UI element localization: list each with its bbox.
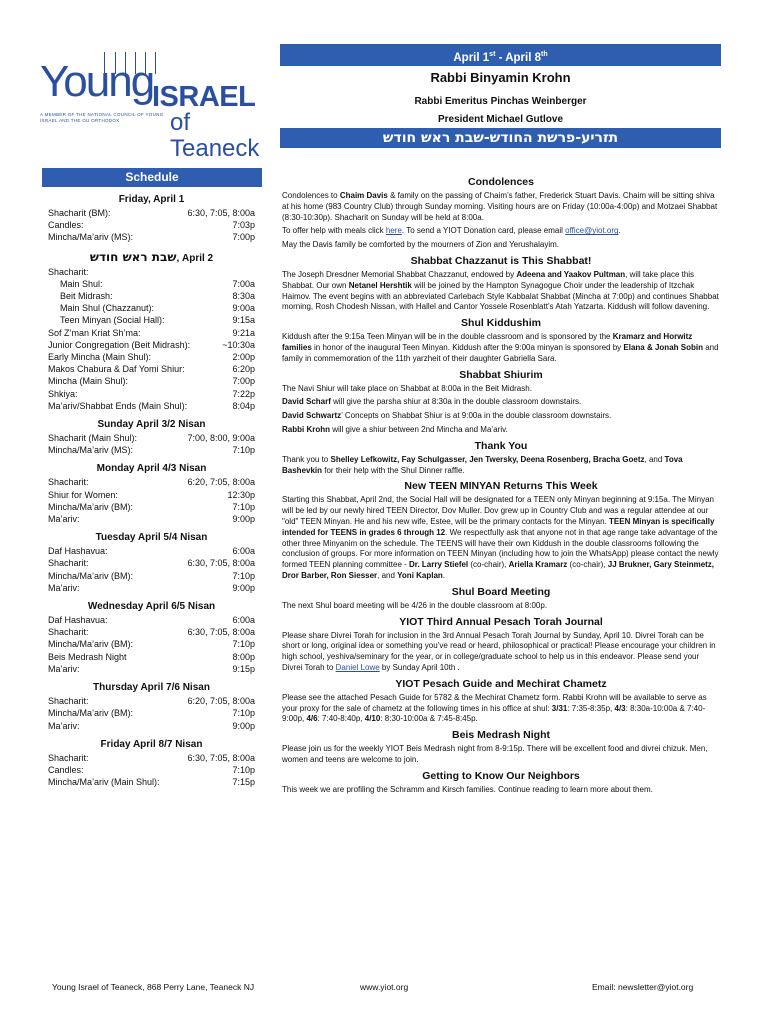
schedule-row [48, 663, 255, 675]
schedule-row [48, 557, 255, 569]
schedule-row [48, 388, 255, 400]
board-text: The next Shul board meeting will be 4/26 in the double classroom at 8:00p. [282, 600, 548, 610]
logo-teaneck: of Teaneck [170, 109, 260, 162]
schedule-row-label: Mincha (Main Shul): [48, 376, 129, 387]
schedule-list [48, 432, 255, 456]
schedule-row [48, 776, 255, 788]
schedule-row-time: 6:30, 7:05, 8:00a [187, 752, 255, 763]
schedule-row-time: 9:00p [232, 514, 255, 525]
board-heading: Shul Board Meeting [451, 585, 551, 598]
schedule-row-label: Candles: [48, 220, 84, 231]
schedule-row [48, 302, 255, 314]
schedule-row-time: 6:00a [232, 546, 255, 557]
schedule-row-time: 12:30p [227, 489, 255, 500]
medrash-text: Please join us for the weekly YIOT Beis Medrash night from 8-9:15p. There will be excellent food and divrei chizuk. Men, women and teens are welcome to join. [282, 744, 708, 764]
thankyou-text: Thank you to Shelley Lefkowitz, Fay Schulgasser, Jen Twersky, Deena Rosenberg, Bracha Goetz, and Tova Bashevkin for their help with the Shul Dinner raffle. [282, 454, 683, 475]
schedule-row-time: 7:03p [232, 220, 255, 231]
chametz-text: Please see the attached Pesach Guide for 5782 & the Mechirat Chametz form. Rabbi Krohn will be available to serve as your proxy for the sale of chametz at the following times in his office at shul: 3/31: 7:35-8:35p, 4/3: 8:30a-10:00a & 7:40-9:00p, 4/6: 7:40-8:40p, 4/10: 8:30-10:00a & 7:45-8:45p. [282, 692, 707, 724]
schedule-row-time: 8:04p [232, 400, 255, 411]
schedule-row-label: Mincha/Ma’ariv (BM): [48, 570, 134, 581]
schedule-row-label: Shacharit: [48, 752, 89, 763]
schedule-row-time: ~10:30a [222, 339, 255, 350]
schedule-row [48, 314, 255, 326]
schedule-row-time: 9:00p [232, 720, 255, 731]
schedule-row-time: 6:20p [232, 364, 255, 375]
medrash-heading: Beis Medrash Night [451, 729, 551, 742]
schedule-row-label: Shiur for Women: [48, 489, 118, 500]
schedule-row-label: Junior Congregation (Beit Midrash): [48, 339, 191, 350]
journal-heading: YIOT Third Annual Pesach Torah Journal [399, 615, 603, 628]
schedule-row-label: Shkiya: [48, 388, 78, 399]
schedule-row-label: Teen Minyan (Social Hall): [60, 315, 165, 326]
schedule-row-label: Mincha/Ma’ariv (MS): [48, 232, 134, 243]
schedule-row [48, 707, 255, 719]
schedule-row [48, 626, 255, 638]
schedule-row [48, 513, 255, 525]
schedule-row-time: 7:10p [232, 708, 255, 719]
schedule-row-time: 8:30a [232, 291, 255, 302]
schedule-row [48, 614, 255, 626]
logo-young: Young [40, 57, 154, 106]
schedule-row-time: 7:10p [232, 570, 255, 581]
schedule-list [48, 614, 255, 675]
schedule-row [48, 432, 255, 444]
schedule-row-time: 7:00p [232, 232, 255, 243]
footer-email[interactable]: Email: newsletter@yiot.org [592, 982, 694, 992]
schedule-row-time: 7:00p [232, 376, 255, 387]
schedule-row [48, 545, 255, 557]
footer-website[interactable]: www.yiot.org [360, 982, 409, 992]
schedule-row-label: Sof Z’man Kriat Sh’ma: [48, 327, 141, 338]
schedule-heading: Schedule [42, 168, 262, 187]
day-heading: Monday April 4/3 Nisan [96, 463, 207, 475]
schedule-row [48, 219, 255, 231]
main-column [282, 172, 720, 798]
schedule-row-time: 7:00, 8:00, 9:00a [187, 433, 255, 444]
schedule-row [48, 375, 255, 387]
schedule-list [48, 752, 255, 789]
day-heading: Friday, April 1 [118, 194, 185, 205]
schedule-row-time: 7:22p [232, 388, 255, 399]
schedule-row-label: Shacharit: [48, 558, 89, 569]
schedule-row-time: 6:30, 7:05, 8:00a [187, 627, 255, 638]
footer-address: Young Israel of Teaneck, 868 Perry Lane, Teaneck NJ [52, 982, 255, 992]
schedule-row [48, 290, 255, 302]
schedule-row-time: 9:00p [232, 582, 255, 593]
schedule-row-time: 9:15a [232, 315, 255, 326]
schedule-row [48, 266, 255, 278]
schedule-row-label: Ma’ariv/Shabbat Ends (Main Shul): [48, 400, 188, 411]
schedule-row [48, 570, 255, 582]
office-email-link[interactable]: office@yiot.org [565, 226, 619, 236]
schedule-row-time: 7:10p [232, 639, 255, 650]
kiddushim-text: Kiddush after the 9:15a Teen Minyan will be in the double classroom and is sponsored by the Kramarz and Horwitz families in honor of the inaugural Teen Minyan. Kiddush after the 9:00a minyan is sponsored by Elana & Jonah Sobin and family in commemoration of the 11th yarzheit of their daughter Gabriella Sara. [282, 332, 719, 363]
meals-link[interactable]: here [385, 226, 402, 236]
rabbi-emeritus: Rabbi Emeritus Pinchas Weinberger [414, 96, 587, 107]
schedule-row-label: Ma’ariv: [48, 663, 80, 674]
day-heading: Sunday April 3/2 Nisan [97, 419, 206, 431]
schedule-row-label: Shacharit: [48, 696, 89, 707]
schedule-row [48, 363, 255, 375]
schedule-list [48, 266, 255, 412]
schedule-row [48, 764, 255, 776]
schedule-row [48, 651, 255, 663]
schedule-row-time: 7:10p [232, 764, 255, 775]
schedule-row [48, 207, 255, 219]
shiurim-text-1: The Navi Shiur will take place on Shabbat at 8:00a in the Beit Midrash. [282, 383, 532, 393]
schedule-row-time: 7:15p [232, 777, 255, 788]
schedule-row-label: Beis Medrash Night [48, 651, 127, 662]
day-heading: Tuesday April 5/4 Nisan [95, 532, 208, 544]
schedule-row-label: Mincha/Ma’ariv (BM): [48, 708, 134, 719]
condolences-heading: Condolences [468, 176, 534, 188]
shiurim-heading: Shabbat Shiurim [459, 368, 543, 381]
teen-heading: New TEEN MINYAN Returns This Week [404, 480, 598, 493]
schedule-row-time: 6:30, 7:05, 8:00a [187, 208, 255, 218]
thankyou-heading: Thank You [474, 439, 528, 452]
schedule-row-label: Main Shul: [60, 278, 103, 289]
schedule-row-label: Shacharit: [48, 477, 89, 488]
schedule-list [48, 207, 255, 244]
comfort-text: May the Davis family be comforted by the mourners of Zion and Yerushalayim. [282, 240, 560, 250]
schedule-row-label: Ma’ariv: [48, 720, 80, 731]
kiddushim-heading: Shul Kiddushim [461, 317, 541, 330]
day-heading: Friday April 8/7 Nisan [100, 738, 203, 750]
schedule-row-label: Mincha/Ma’ariv (MS): [48, 445, 134, 456]
schedule-row-label: Shacharit: [48, 266, 89, 277]
schedule-row-time: 6:20, 7:05, 8:00a [187, 477, 255, 488]
schedule-row-time: 9:00a [232, 303, 255, 314]
schedule-row-label: Ma’ariv: [48, 514, 80, 525]
schedule-row-time: 9:21a [232, 327, 255, 338]
shiurim-text-4: Rabbi Krohn will give a shiur between 2nd Mincha and Ma’ariv. [282, 424, 508, 434]
schedule-list [48, 476, 255, 525]
schedule-row-label: Daf Hashavua: [48, 615, 108, 626]
schedule-row [48, 695, 255, 707]
schedule-row-label: Early Mincha (Main Shul): [48, 352, 152, 363]
schedule-row [48, 278, 255, 290]
schedule-row [48, 400, 255, 412]
schedule-row-label: Main Shul (Chazzanut): [60, 303, 155, 314]
schedule-row-time: 2:00p [232, 352, 255, 363]
meals-text: To offer help with meals click here. To send a YIOT Donation card, please email office@yiot.org. [282, 226, 621, 236]
schedule-row [48, 720, 255, 732]
schedule-row-label: Beit Midrash: [60, 291, 113, 302]
schedule-row-label: Candles: [48, 764, 84, 775]
young-israel-logo [40, 52, 272, 162]
schedule-row-label: Shacharit (Main Shul): [48, 433, 138, 444]
schedule-row-time: 7:00a [232, 278, 255, 289]
shiurim-text-3: David Schwartz’ Concepts on Shabbat Shiur is at 9:00a in the double classroom downstairs. [282, 411, 612, 421]
schedule-sidebar [48, 168, 255, 788]
schedule-row-label: Shacharit (BM): [48, 208, 111, 218]
schedule-row-label: Daf Hashavua: [48, 546, 108, 557]
president-name: President Michael Gutlove [437, 114, 564, 125]
neighbors-heading: Getting to Know Our Neighbors [422, 769, 580, 782]
chametz-heading: YIOT Pesach Guide and Mechirat Chametz [395, 677, 607, 690]
schedule-row [48, 638, 255, 650]
schedule-row-label: Mincha/Ma’ariv (Main Shul): [48, 777, 160, 788]
schedule-row [48, 231, 255, 243]
schedule-row-label: Makos Chabura & Daf Yomi Shiur: [48, 364, 185, 375]
day-heading: Wednesday April 6/5 Nisan [87, 601, 216, 613]
shiurim-text-2: David Scharf will give the parsha shiur at 8:30a in the double classroom downstairs. [282, 397, 582, 407]
parsha-banner: תזריע-פרשת החודש-שבת ראש חודש [280, 128, 721, 148]
schedule-row [48, 582, 255, 594]
day-heading-shabbat: שבת ראש חודש, April 2 [89, 249, 214, 264]
schedule-row-label: Shacharit: [48, 627, 89, 638]
schedule-row-time: 6:30, 7:05, 8:00a [187, 558, 255, 569]
rabbi-name: Rabbi Binyamin Krohn [430, 70, 571, 85]
schedule-row [48, 327, 255, 339]
neighbors-text: This week we are profiling the Schramm and Kirsch families. Continue reading to learn more about them. [282, 784, 653, 794]
schedule-row-time: 8:00p [232, 651, 255, 662]
schedule-row [48, 444, 255, 456]
schedule-row-time: 9:15p [232, 663, 255, 674]
schedule-row-label: Mincha/Ma’ariv (BM): [48, 501, 134, 512]
logo-member-text: A MEMBER OF THE NATIONAL COUNCIL OF YOUNG ISRAEL AND THE OU ORTHODOX [40, 112, 164, 123]
daniel-lowe-link[interactable]: Daniel Lowe [335, 662, 380, 672]
schedule-row-time: 7:10p [232, 501, 255, 512]
schedule-row-label: Mincha/Ma’ariv (BM): [48, 639, 134, 650]
journal-text: Please share Divrei Torah for inclusion in the 3rd Annual Pesach Torah Journal by Sunday, April 10. Divrei Torah can be short or long, original idea or something you’ve read or heard, philosophical or practical! Please encourage your children in high school, yeshiva/seminary for the year, or in college/graduate school to help us in this endeavor. Please send your Divrei Torah to Daniel Lowe by Sunday April 10th . [282, 630, 716, 672]
chazzanut-heading: Shabbat Chazzanut is This Shabbat! [410, 254, 592, 267]
schedule-row [48, 339, 255, 351]
schedule-list [48, 545, 255, 594]
schedule-row [48, 752, 255, 764]
date-range-banner: April 1st - April 8th [280, 44, 721, 66]
chazzanut-text: The Joseph Dresdner Memorial Shabbat Chazzanut, endowed by Adeena and Yaakov Pultman, will take place this Shabbat. Our own Netanel Hershtik will be joined by the Hampton Synagogue Choir under the leadership of Itzchak Haimov. The event begins with an abbreviated Carlebach Style Kabbalat Shabbat (Mincha at 7:00p) and continues Shabbat morning, Rosh Chodesh Nissan, with Hallel and Cantor Yossele Rosenblatt’s Atah Yatzarta. Kiddush will follow davening. [282, 269, 719, 312]
schedule-row [48, 351, 255, 363]
schedule-row-time: 6:20, 7:05, 8:00a [187, 696, 255, 707]
schedule-list [48, 695, 255, 732]
schedule-row [48, 489, 255, 501]
schedule-row-time: 6:00a [232, 615, 255, 626]
teen-text: Starting this Shabbat, April 2nd, the Social Hall will be designated for a TEEN only Minyan beginning at 9:15a. The Minyan will be led by our newly hired TEEN Director, Dov Muller. Dov grew up in Country Club and was a regular attendee at our "old" TEEN Minyan. He and his new wife, Estee, will be the primary contacts for the Minyan. TEEN Minyan is specifically intended for TEENS in grades 6 through 12. We respectfully ask that anyone not in that age range take advantage of the other three Minyanim on the schedule. The TEENS will have their own Kiddush in the double classrooms following the conclusion of groups. For more information on TEEN Minyan (including how to join the WhatsApp) please contact the newly formed TEEN planning committee - Dr. Larry Stiefel (co-chair), Ariella Kramarz (co-chair), JJ Brukner, Gary Steinmetz, Dror Barber, Ron Siesser, and Yoni Kaplan. [282, 495, 719, 580]
schedule-row [48, 476, 255, 488]
condolences-text: Condolences to Chaim Davis & family on the passing of Chaim’s father, Frederick Stuart Davis. Chaim will be sitting shiva at his home (983 Country Club) through Sunday morning. Visiting hours are on Friday (10:00a-4:00p) and Motzaei Shabbat (8:30-10:30p). Shacharit on Sunday will be held at 8:00a. [282, 191, 718, 222]
day-heading: Thursday April 7/6 Nisan [93, 682, 210, 694]
schedule-row [48, 501, 255, 513]
schedule-row-time: 7:10p [232, 445, 255, 456]
logo-israel: ISRAEL [152, 81, 256, 113]
schedule-row-label: Ma’ariv: [48, 582, 80, 593]
